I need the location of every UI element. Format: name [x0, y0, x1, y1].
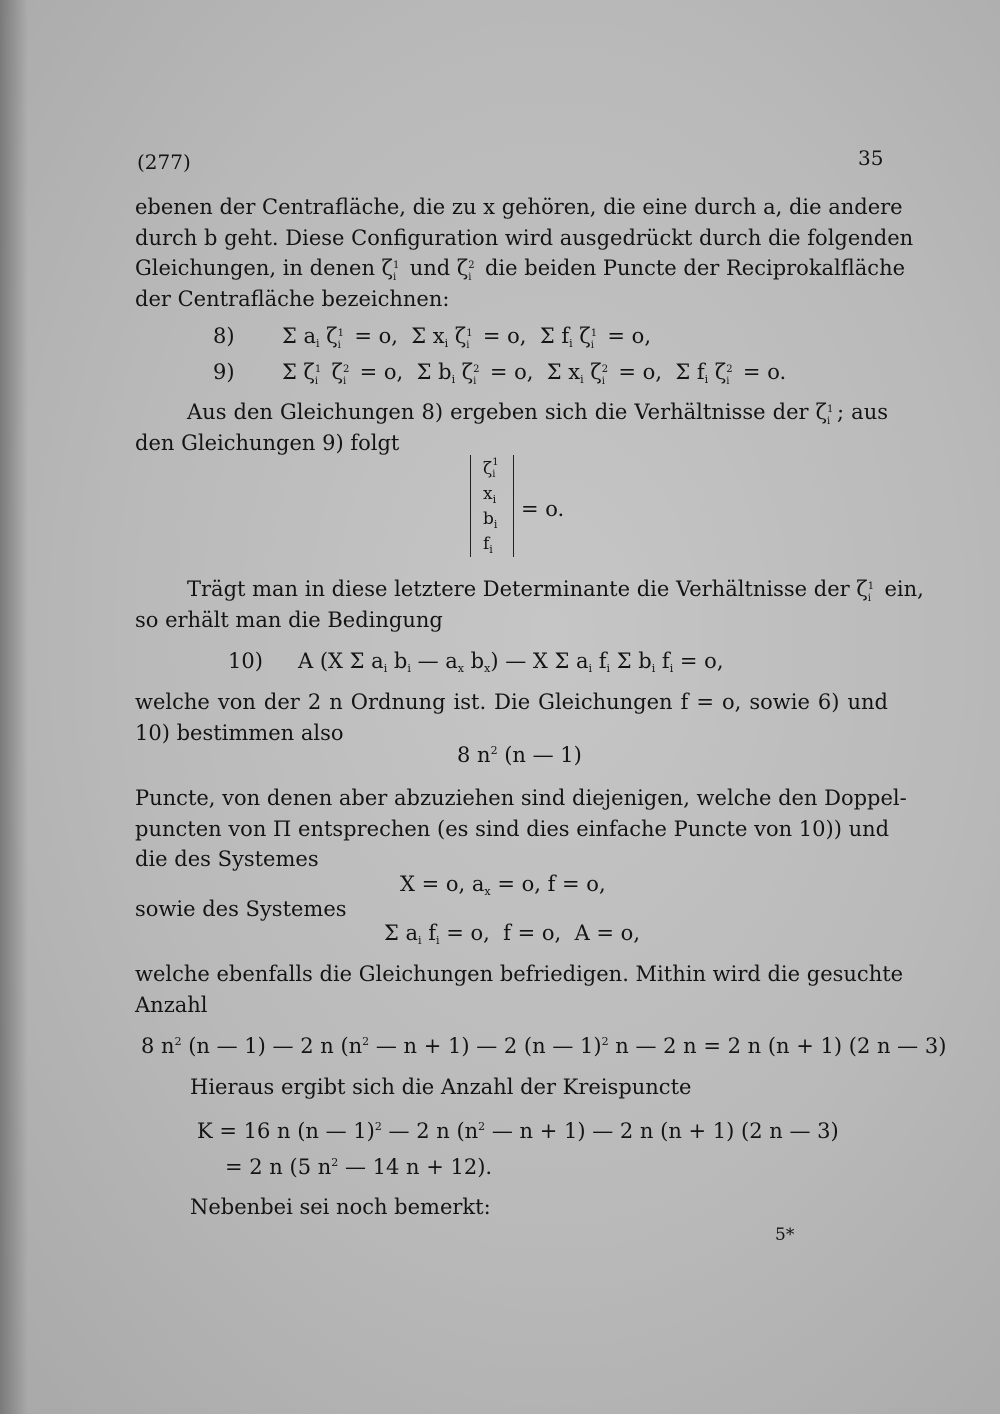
text-line: der Centrafläche bezeichnen: [135, 287, 450, 311]
text-line: Nebenbei sei noch bemerkt: [190, 1195, 491, 1219]
text-line: Gleichungen, in denen ζ 1 i und ζ 2 i die beiden Puncte der Reciprokalfläche [135, 256, 906, 283]
text-line: welche von der 2 n Ordnung ist. Die Gleichungen f = o, sowie 6) und [135, 690, 888, 714]
determinant-entry: ζ 1 i [483, 457, 499, 480]
equation-number: 9) [213, 360, 235, 384]
page-number: 35 [858, 146, 884, 170]
determinant [470, 455, 514, 557]
text-line: welche ebenfalls die Gleichungen befriedigen. Mithin wird die gesuchte [135, 962, 904, 986]
text-line: puncten von Π entsprechen (es sind dies einfache Puncte von 10)) und [135, 817, 890, 841]
equation-number: 8) [213, 324, 235, 348]
determinant-entry: $b_i$ [483, 509, 498, 531]
system-equation-1: X = o, $a_x = o$, f = o, [400, 872, 606, 898]
equation-8: Σ $a_i$ ζ 1 i = o, Σ $x_i$ ζ 1 i = o, Σ $f_i$ ζ 1 i = o, [282, 324, 651, 351]
text-line: Aus den Gleichungen 8) ergeben sich die Verhältnisse der ζ 1 i ; aus [187, 400, 888, 427]
text-line: ebenen der Centrafläche, die zu x gehören, die eine durch a, die andere [135, 195, 903, 219]
signature-mark: 5* [775, 1225, 795, 1245]
determinant-rhs: = o. [521, 497, 565, 521]
text-line: 10) bestimmen also [135, 721, 344, 745]
system-equation-2: Σ $a_i$ $f_i = o$, f = o, A = o, [384, 921, 640, 947]
text-line: die des Systemes [135, 847, 319, 871]
text-line: so erhält man die Bedingung [135, 608, 443, 632]
equation-9: Σ ζ 1 i ζ 2 i = o, Σ $b_i$ ζ 2 i = o, Σ $x_i$ ζ 2 i = o, Σ $f_i$ ζ 2 i = o. [282, 360, 787, 387]
determinant-entry: $x_i$ [483, 484, 497, 506]
text-line: den Gleichungen 9) folgt [135, 431, 400, 455]
determinant-entry: $f_i$ [483, 534, 493, 556]
equation-k-simplified: = 2 n (5 $n^2$ — 14 n + 12). [225, 1155, 493, 1179]
equation-10: A (X Σ $a_i$ $b_i$ — $a_x$ $b_x$) — X Σ $a_i$ $f_i$ Σ $b_i$ $f_i = o$, [298, 649, 724, 675]
text-line: Trägt man in diese letztere Determinante die Verhältnisse der ζ 1 i ein, [187, 577, 924, 604]
page-reference: (277) [137, 150, 191, 174]
equation-k: K = 16 n (n — 1)$^2$ — 2 n ($n^2$ — n + 1) — 2 n (n + 1) (2 n — 3) [197, 1119, 839, 1143]
text-line: sowie des Systemes [135, 897, 347, 921]
equation-number: 10) [228, 649, 263, 673]
text-line: Hieraus ergibt sich die Anzahl der Kreispuncte [190, 1075, 692, 1099]
text-line: durch b geht. Diese Configuration wird ausgedrückt durch die folgenden [135, 226, 914, 250]
equation-count: 8 $n^2$ (n — 1) [457, 743, 582, 767]
text-line: Anzahl [135, 993, 208, 1017]
equation-count-result: 8 $n^2$ (n — 1) — 2 n ($n^2$ — n + 1) — 2 (n — 1)$^2$ n — 2 n = 2 n (n + 1) (2 n — 3) [141, 1034, 947, 1058]
text-line: Puncte, von denen aber abzuziehen sind diejenigen, welche den Doppel- [135, 786, 907, 810]
